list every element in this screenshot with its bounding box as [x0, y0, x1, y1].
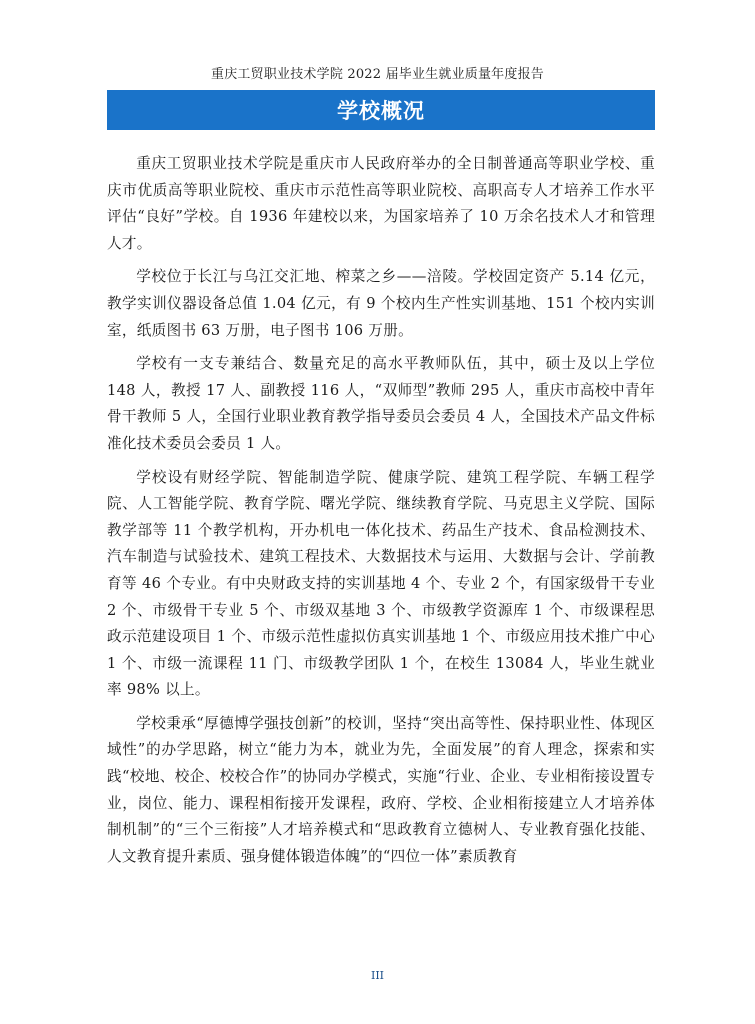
- paragraph-intro: 重庆工贸职业技术学院是重庆市人民政府举办的全日制普通高等职业学校、重庆市优质高等职业院校、重庆市示范性高等职业院校、高职高专人才培养工作水平评估“良好”学校。自 1936 年建校以来，为国家培养了 10 万余名技术人才和管理人才。: [107, 155, 655, 252]
- paragraph-faculty: 学校有一支专兼结合、数量充足的高水平教师队伍，其中，硕士及以上学位 148 人，教授 17 人、副教授 116 人，“双师型”教师 295 人，重庆市高校中青年骨干教师 5 人，全国行业职业教育教学指导委员会委员 4 人，全国技术产品文件标准化技术委员会委员 1 人。: [107, 355, 655, 452]
- section-title-band: [107, 90, 655, 130]
- running-header: 重庆工贸职业技术学院 2022 届毕业生就业质量年度报告: [211, 67, 544, 82]
- body-text: [107, 151, 655, 877]
- section-title: 学校概况: [337, 99, 425, 123]
- paragraph-location-assets: 学校位于长江与乌江交汇地、榨菜之乡——涪陵。学校固定资产 5.14 亿元，教学实训仪器设备总值 1.04 亿元，有 9 个校内生产性实训基地、151 个校内实训室，纸质图书 63 万册，电子图书 106 万册。: [107, 268, 655, 339]
- paragraph-departments-majors: 学校设有财经学院、智能制造学院、健康学院、建筑工程学院、车辆工程学院、人工智能学院、教育学院、曙光学院、继续教育学院、马克思主义学院、国际教学部等 11 个教学机构，开办机电一体化技术、药品生产技术、食品检测技术、汽车制造与试验技术、建筑工程技术、大数据技术与运用、大数据与会计、学前教育等 46 个专业。有中央财政支持的实训基地 4 个、专业 2 个，有国家级骨干专业 2 个、市级骨干专业 5 个、市级双基地 3 个、市级教学资源库 1 个、市级课程思政示范建设项目 1 个、市级示范性虚拟仿真实训基地 1 个、市级应用技术推广中心 1 个、市级一流课程 11 门、市级教学团队 1 个，在校生 13084 人，毕业生就业率 98% 以上。: [107, 468, 655, 699]
- page-number: III: [370, 969, 385, 982]
- paragraph-motto-philosophy: 学校秉承“厚德博学强技创新”的校训，坚持“突出高等性、保持职业性、体现区域性”的办学思路，树立“能力为本，就业为先，全面发展”的育人理念，探索和实践“校地、校企、校校合作”的协同办学模式，实施“行业、企业、专业相衔接设置专业，岗位、能力、课程相衔接开发课程，政府、学校、企业相衔接建立人才培养体制机制”的“三个三衔接”人才培养模式和“思政教育立德树人、专业教育强化技能、人文教育提升素质、强身健体锻造体魄”的“四位一体”素质教育: [107, 714, 655, 865]
